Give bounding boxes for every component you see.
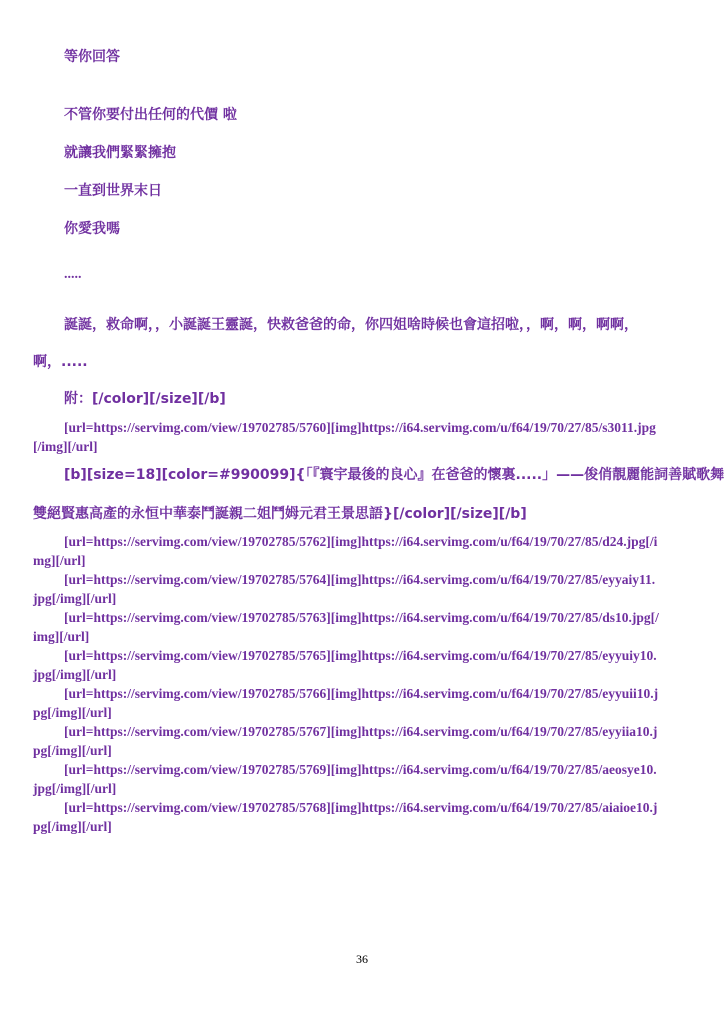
image-url-link[interactable]: [url=https://servimg.com/view/19702785/5762][img]https://i64.servimg.com/u/f64/19/70/27/85/d24.jpg[/img][/url]	[33, 534, 658, 568]
poem-line: 等你回答	[64, 49, 120, 65]
ellipsis-line: .....	[64, 267, 82, 282]
poem-line: 一直到世界末日	[64, 183, 162, 199]
paragraph-line: 誕誕，救命啊，，小誕誕王靈誕，快救爸爸的命，你四姐啥時候也會這招啦，，啊，啊，啊啊，	[64, 317, 638, 333]
bbcode-title-line: 雙絕賢惠高產的永恒中華泰鬥誕親二姐鬥姆元君王景思語}[/color][/size][/b]	[33, 506, 527, 522]
poem-line: 你愛我嗎	[64, 221, 120, 237]
image-url-link[interactable]: [url=https://servimg.com/view/19702785/5760][img]https://i64.servimg.com/u/f64/19/70/27/85/s3011.jpg[/img][/url]	[33, 420, 656, 454]
image-url-link[interactable]: [url=https://servimg.com/view/19702785/5767][img]https://i64.servimg.com/u/f64/19/70/27/85/eyyiia10.jpg[/img][/url]	[33, 724, 658, 758]
image-url-link[interactable]: [url=https://servimg.com/view/19702785/5769][img]https://i64.servimg.com/u/f64/19/70/27/85/aeosye10.jpg[/img][/url]	[33, 762, 657, 796]
image-url-link[interactable]: [url=https://servimg.com/view/19702785/5766][img]https://i64.servimg.com/u/f64/19/70/27/85/eyyuii10.jpg[/img][/url]	[33, 686, 659, 720]
bbcode-title-line: [b][size=18][color=#990099]{「『寰宇最後的良心』在爸爸的懷裏.....」——俊俏靚麗能詞善賦歌舞	[64, 467, 724, 483]
page-number: 36	[356, 952, 368, 966]
image-url-link[interactable]: [url=https://servimg.com/view/19702785/5765][img]https://i64.servimg.com/u/f64/19/70/27/85/eyyuiy10.jpg[/img][/url]	[33, 648, 657, 682]
poem-line: 就讓我們緊緊擁抱	[64, 145, 176, 161]
image-url-link[interactable]: [url=https://servimg.com/view/19702785/5764][img]https://i64.servimg.com/u/f64/19/70/27/85/eyyaiy11.jpg[/img][/url]	[33, 572, 656, 606]
image-url-link[interactable]: [url=https://servimg.com/view/19702785/5768][img]https://i64.servimg.com/u/f64/19/70/27/85/aiaioe10.jpg[/img][/url]	[33, 800, 658, 834]
appendix-label: 附：[/color][/size][/b]	[64, 391, 226, 407]
image-url-link[interactable]: [url=https://servimg.com/view/19702785/5763][img]https://i64.servimg.com/u/f64/19/70/27/85/ds10.jpg[/img][/url]	[33, 610, 659, 644]
poem-line: 不管你要付出任何的代價 啦	[64, 107, 237, 123]
paragraph-line: 啊，.....	[33, 354, 88, 370]
